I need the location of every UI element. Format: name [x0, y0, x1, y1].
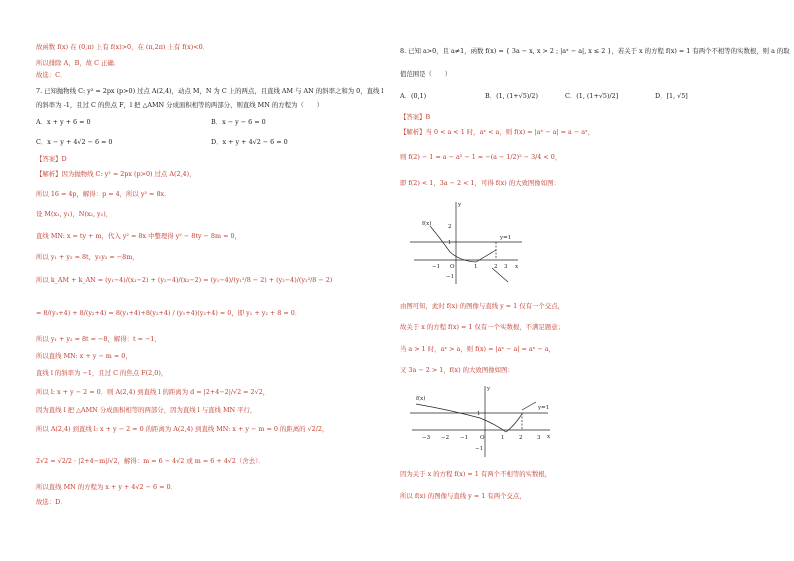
x-label: x: [547, 434, 551, 440]
solution-line: 即 f(2) < 1，3a − 2 < 1，可得 f(x) 的大致图像如图：: [400, 179, 560, 187]
svg-text:2: 2: [519, 435, 523, 441]
solution-line: 因为关于 x 的方程 f(x) = 1 有两个不相等的实数根，: [400, 470, 552, 478]
option-b: B．x − y − 6 = 0: [211, 118, 266, 126]
svg-text:O: O: [480, 435, 485, 441]
solution-line: 所以 16 = 4p，解得：p = 4，所以 y² = 8x．: [36, 190, 171, 198]
solution-line: 当 a > 1 时，aˣ > a，则 f(x) = |aˣ − a| = aˣ − a，: [400, 345, 556, 353]
svg-text:1: 1: [448, 240, 452, 246]
option-a: A．x + y + 6 = 0: [36, 118, 91, 126]
y-label: y: [458, 202, 462, 208]
solution-line: 所以 y₁ + y₂ = 8t，y₁y₂ = −8m，: [36, 253, 139, 261]
question-8-stem: 值范围是（ ）: [400, 70, 452, 78]
svg-text:−1: −1: [446, 274, 455, 280]
solution-line: 所以 k_AM + k_AN = (y₁−4)/(x₁−2) + (y₂−4)/(x₂−2) = (y₁−4)/(y₁²/8 − 2) + (y₂−4)/(y₂²/8 − 2): [36, 276, 333, 284]
solution-line: 因为直线 l 把 △AMN 分成面积相等的两部分，因为直线 l 与直线 MN 平行，: [36, 406, 257, 414]
option-b: B．(1, (1+√5)/2): [485, 92, 538, 100]
y-label: y: [487, 386, 491, 392]
segment-right: [522, 402, 536, 410]
y1-label: y=1: [500, 235, 512, 241]
svg-text:−2: −2: [441, 435, 450, 441]
question-7-stem: 的斜率为 -1，且过 C 的焦点 F，l 把 △AMN 分成面积相等的两部分，则直线 MN 的方程为（ ）: [36, 101, 323, 109]
svg-text:−1: −1: [475, 446, 484, 452]
svg-text:2: 2: [448, 224, 452, 230]
solution-line: 所以 y₁ + y₂ = 8t = −8，解得：t = −1，: [36, 335, 161, 343]
solution-line: 所以 f(x) 的图像与直线 y = 1 有两个交点，: [400, 492, 526, 500]
fx-label: f(x): [416, 396, 426, 402]
curve-left: [416, 404, 506, 432]
solution-line: 故关于 x 的方程 f(x) = 1 仅有一个实数根，不满足题意；: [400, 323, 564, 331]
svg-text:−3: −3: [422, 435, 431, 441]
svg-text:1: 1: [474, 264, 478, 270]
solution-line: 【解析】当 0 < a < 1 时，aˣ < a，则 f(x) = |aˣ − a| = a − aˣ，: [400, 128, 595, 136]
text-line: 故函数 f(x) 在 (0,π) 上有 f(x)>0，在 (π,2π) 上有 f(x)<0．: [36, 43, 210, 51]
option-d: D．x + y + 4√2 − 6 = 0: [211, 138, 288, 146]
option-c: C．x − y + 4√2 − 6 = 0: [36, 138, 113, 146]
solution-line: 直线 l 的斜率为 −1，且过 C 的焦点 F(2,0)，: [36, 369, 168, 377]
solution-line: 2√2 = √2/2 · |2+4−m|/√2，解得：m = 6 − 4√2 或 m = 6 + 4√2（舍去）．: [36, 457, 265, 465]
svg-text:−1: −1: [432, 264, 441, 270]
svg-text:2: 2: [494, 264, 498, 270]
question-8-stem: 8. 已知 a>0，且 a≠1，函数 f(x) = { 3a − x, x > 2 ; |aˣ − a|, x ≤ 2 }，若关于 x 的方程 f(x) = 1 有两个不相等的实数根，则 a 的取: [400, 47, 790, 55]
answer-label: 【答案】D: [36, 155, 67, 163]
solution-line: 设 M(x₁, y₁)，N(x₂, y₂)，: [36, 210, 113, 218]
function-graph-1: [410, 198, 525, 288]
option-d: D．[1, √5]: [655, 92, 688, 100]
y1-label: y=1: [538, 405, 550, 411]
svg-text:3: 3: [537, 435, 541, 441]
solution-line: 所以直线 MN: x + y − m = 0，: [36, 352, 132, 360]
text-line: 所以排除 A，B，故 C 正确．: [36, 59, 121, 67]
solution-line: 【解析】因为抛物线 C: y² = 2px (p>0) 过点 A(2,4)，: [36, 170, 196, 178]
function-graph-2: [410, 382, 555, 460]
solution-line: 所以 l: x + y − 2 = 0．则 A(2,4) 到直线 l 的距离为 d = |2+4−2|/√2 = 2√2，: [36, 388, 270, 396]
svg-text:1: 1: [477, 411, 481, 417]
solution-line: 直线 MN: x = ty + m，代入 y² = 8x 中整理得 y² − 8ty − 8m = 0，: [36, 232, 241, 240]
text-line: 故选：C．: [36, 71, 67, 79]
option-c: C．(1, (1+√5)/2]: [565, 92, 619, 100]
curve-left: [430, 226, 476, 262]
solution-line: 所以直线 MN 的方程为 x + y + 4√2 − 6 = 0．: [36, 483, 177, 491]
solution-line: 又 3a − 2 > 1，f(x) 的大致图像如图：: [400, 366, 514, 374]
svg-text:O: O: [450, 264, 455, 270]
question-7-stem: 7. 已知抛物线 C: y² = 2px (p>0) 过点 A(2,4)，动点 M，N 为 C 上的两点，且直线 AM 与 AN 的斜率之和为 0，直线 l: [36, 87, 384, 95]
fx-label: f(x): [422, 221, 432, 227]
segment-right: [492, 268, 508, 282]
solution-line: 由图可知，此时 f(x) 的图像与直线 y = 1 仅有一个交点，: [400, 302, 564, 310]
answer-label: 【答案】B: [400, 113, 431, 121]
solution-line: 所以 A(2,4) 到直线 l: x + y − 2 = 0 的距离为 A(2,4) 到直线 MN: x + y − m = 0 的距离的 √2/2，: [36, 425, 329, 433]
option-a: A．(0,1): [400, 92, 427, 100]
solution-line: 则 f(2) − 1 = a − a² − 1 = −(a − 1/2)² − 3/4 < 0，: [400, 153, 562, 161]
solution-line: 故选：D．: [36, 498, 67, 506]
svg-text:3: 3: [504, 264, 508, 270]
x-label: x: [515, 264, 519, 270]
solution-line: = 8/(y₁+4) + 8/(y₂+4) = 8(y₁+4)+8(y₂+4) / (y₁+4)(y₂+4) = 0，即 y₁ + y₂ + 8 = 0．: [36, 309, 302, 317]
curve-right: [506, 414, 522, 432]
svg-text:−1: −1: [460, 435, 469, 441]
svg-text:1: 1: [501, 435, 505, 441]
